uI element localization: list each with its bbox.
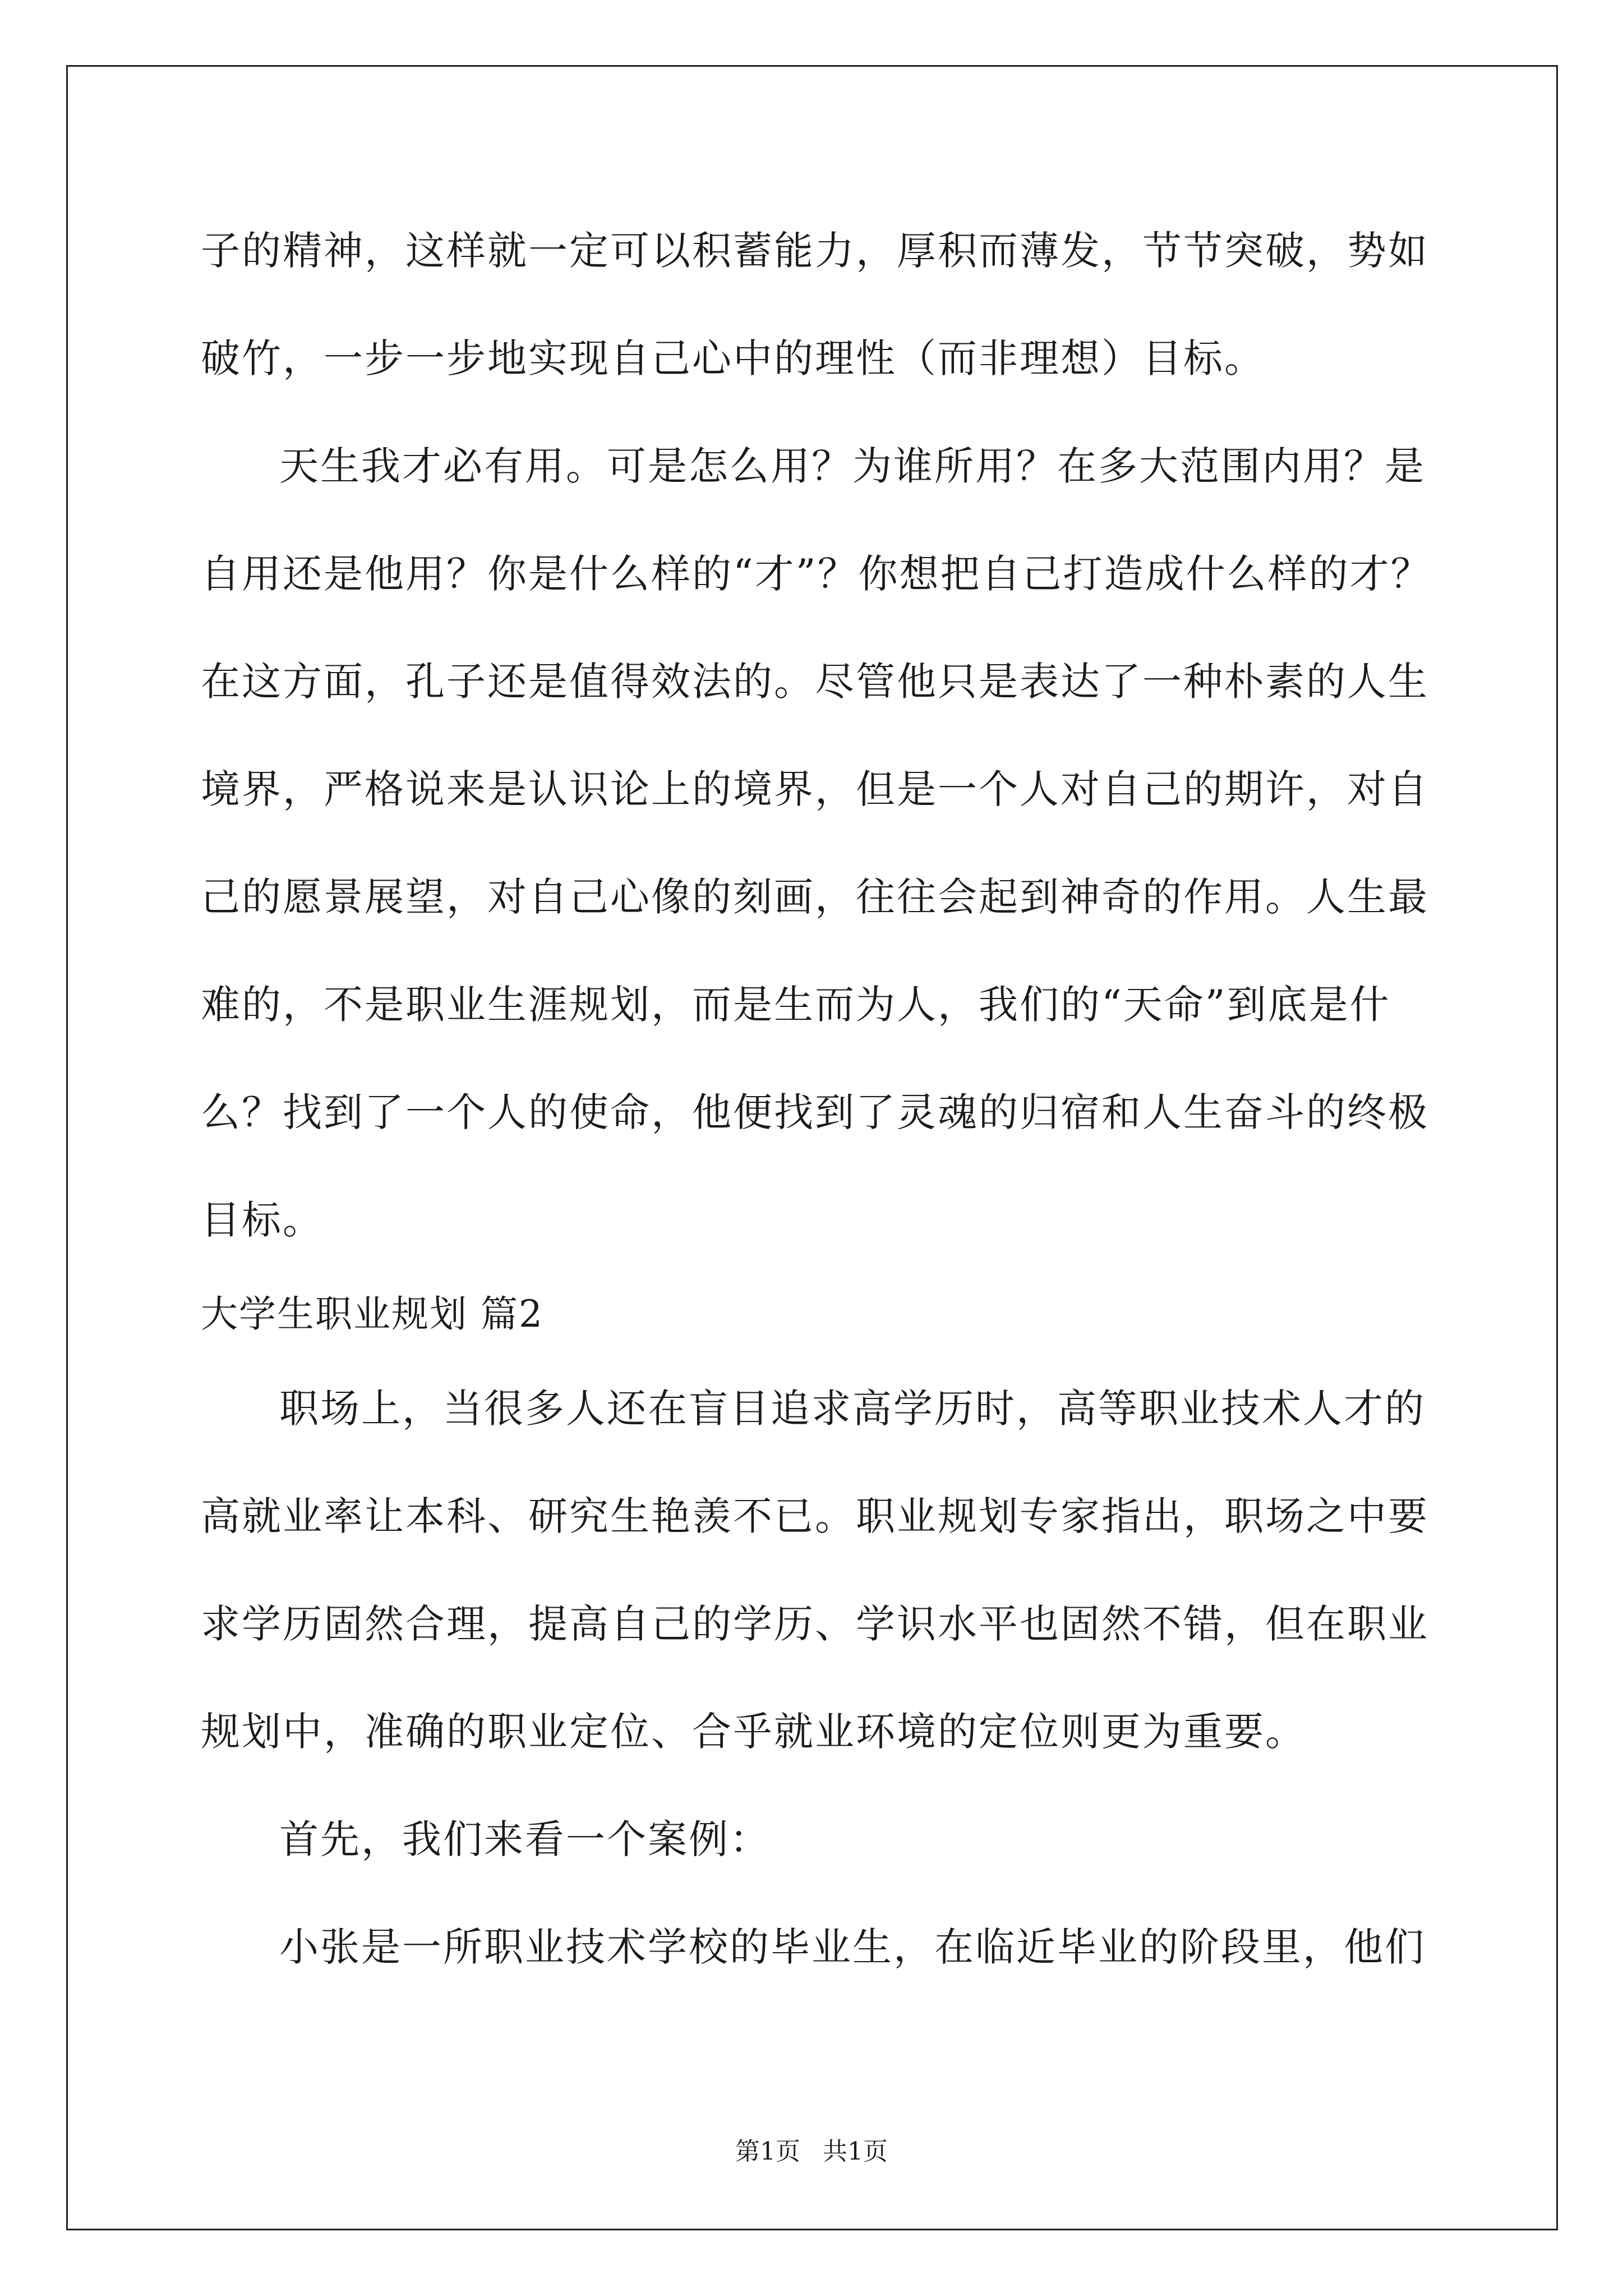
page-total: 共1页	[823, 2137, 888, 2166]
section-heading: 大学生职业规划 篇2	[201, 1292, 543, 1336]
page-footer	[0, 2135, 1623, 2169]
body-line: 天生我才必有用。可是怎么用？为谁所用？在多大范围内用？是	[279, 443, 1426, 489]
body-line: 自用还是他用？你是什么样的“才”？你想把自己打造成什么样的才？	[201, 551, 1432, 597]
body-line: 么？找到了一个人的使命，他便找到了灵魂的归宿和人生奋斗的终极	[201, 1089, 1429, 1135]
body-line: 首先，我们来看一个案例：	[279, 1816, 771, 1862]
body-line: 己的愿景展望，对自己心像的刻画，往往会起到神奇的作用。人生最	[201, 874, 1429, 920]
body-line: 职场上，当很多人还在盲目追求高学历时，高等职业技术人才的	[279, 1386, 1426, 1432]
body-line: 规划中，准确的职业定位、合乎就业环境的定位则更为重要。	[201, 1709, 1306, 1755]
page-number: 第1页	[735, 2137, 800, 2166]
body-line: 境界，严格说来是认识论上的境界，但是一个人对自己的期许，对自	[201, 766, 1429, 812]
body-line: 在这方面，孔子还是值得效法的。尽管他只是表达了一种朴素的人生	[201, 659, 1429, 705]
body-line: 破竹，一步一步地实现自己心中的理性（而非理想）目标。	[201, 335, 1265, 381]
body-line: 求学历固然合理，提高自己的学历、学识水平也固然不错，但在职业	[201, 1601, 1429, 1647]
body-line: 难的，不是职业生涯规划，而是生而为人，我们的“天命”到底是什	[201, 982, 1391, 1028]
body-line: 目标。	[201, 1197, 324, 1243]
body-line: 高就业率让本科、研究生艳羡不已。职业规划专家指出，职场之中要	[201, 1493, 1429, 1539]
page-frame	[66, 65, 1558, 2230]
body-line: 子的精神，这样就一定可以积蓄能力，厚积而薄发，节节突破，势如	[201, 228, 1429, 274]
body-line: 小张是一所职业技术学校的毕业生，在临近毕业的阶段里，他们	[279, 1924, 1426, 1970]
